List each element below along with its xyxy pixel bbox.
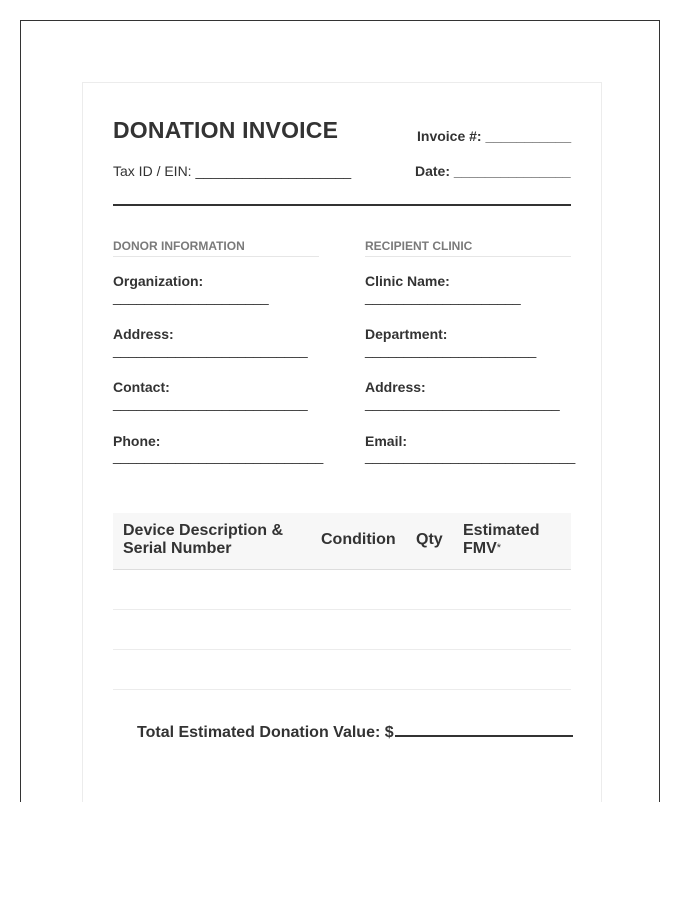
donor-organization-line[interactable]: ____________________ <box>113 289 269 305</box>
total-label: Total Estimated Donation Value: $ <box>137 724 394 741</box>
date-field[interactable]: Date: _______________ <box>415 163 571 179</box>
header-divider <box>113 204 571 206</box>
table-header <box>113 513 571 570</box>
donor-address-line[interactable]: _________________________ <box>113 342 308 358</box>
recipient-section-heading: RECIPIENT CLINIC <box>365 239 571 257</box>
column-header-description: Device Description & Serial Number <box>123 522 284 557</box>
clinic-address-label: Address: <box>365 379 426 395</box>
total-donation-field[interactable] <box>137 721 573 742</box>
donor-contact-label: Contact: <box>113 379 170 395</box>
clinic-email-line[interactable]: ___________________________ <box>365 448 576 464</box>
clinic-email-label: Email: <box>365 433 408 449</box>
donor-phone-line[interactable]: ___________________________ <box>113 448 324 464</box>
invoice-sheet <box>82 82 602 802</box>
column-header-fmv <box>463 522 553 558</box>
fmv-footnote-mark: * <box>496 542 502 554</box>
tax-id-field[interactable]: Tax ID / EIN: ____________________ <box>113 163 352 179</box>
column-header-condition: Condition <box>321 531 396 548</box>
table-row[interactable] <box>113 650 571 690</box>
donor-section-heading: DONOR INFORMATION <box>113 239 319 257</box>
clinic-department-line[interactable]: ______________________ <box>365 342 537 358</box>
document-title: DONATION INVOICE <box>113 117 339 143</box>
clinic-name-label: Clinic Name: <box>365 273 450 289</box>
column-header-qty: Qty <box>416 531 443 548</box>
invoice-number-field[interactable]: Invoice #: ___________ <box>417 128 572 144</box>
donor-address-label: Address: <box>113 326 174 342</box>
donor-organization-label: Organization: <box>113 273 204 289</box>
device-table <box>113 513 571 690</box>
donor-contact-line[interactable]: _________________________ <box>113 395 308 411</box>
clinic-department-label: Department: <box>365 326 448 342</box>
clinic-name-line[interactable]: ____________________ <box>365 289 521 305</box>
total-value-line[interactable] <box>395 721 573 737</box>
clinic-address-line[interactable]: _________________________ <box>365 395 560 411</box>
table-row[interactable] <box>113 570 571 610</box>
page-frame <box>20 20 660 802</box>
donor-phone-label: Phone: <box>113 433 161 449</box>
fmv-label: Estimated FMV <box>463 522 540 557</box>
table-row[interactable] <box>113 610 571 650</box>
